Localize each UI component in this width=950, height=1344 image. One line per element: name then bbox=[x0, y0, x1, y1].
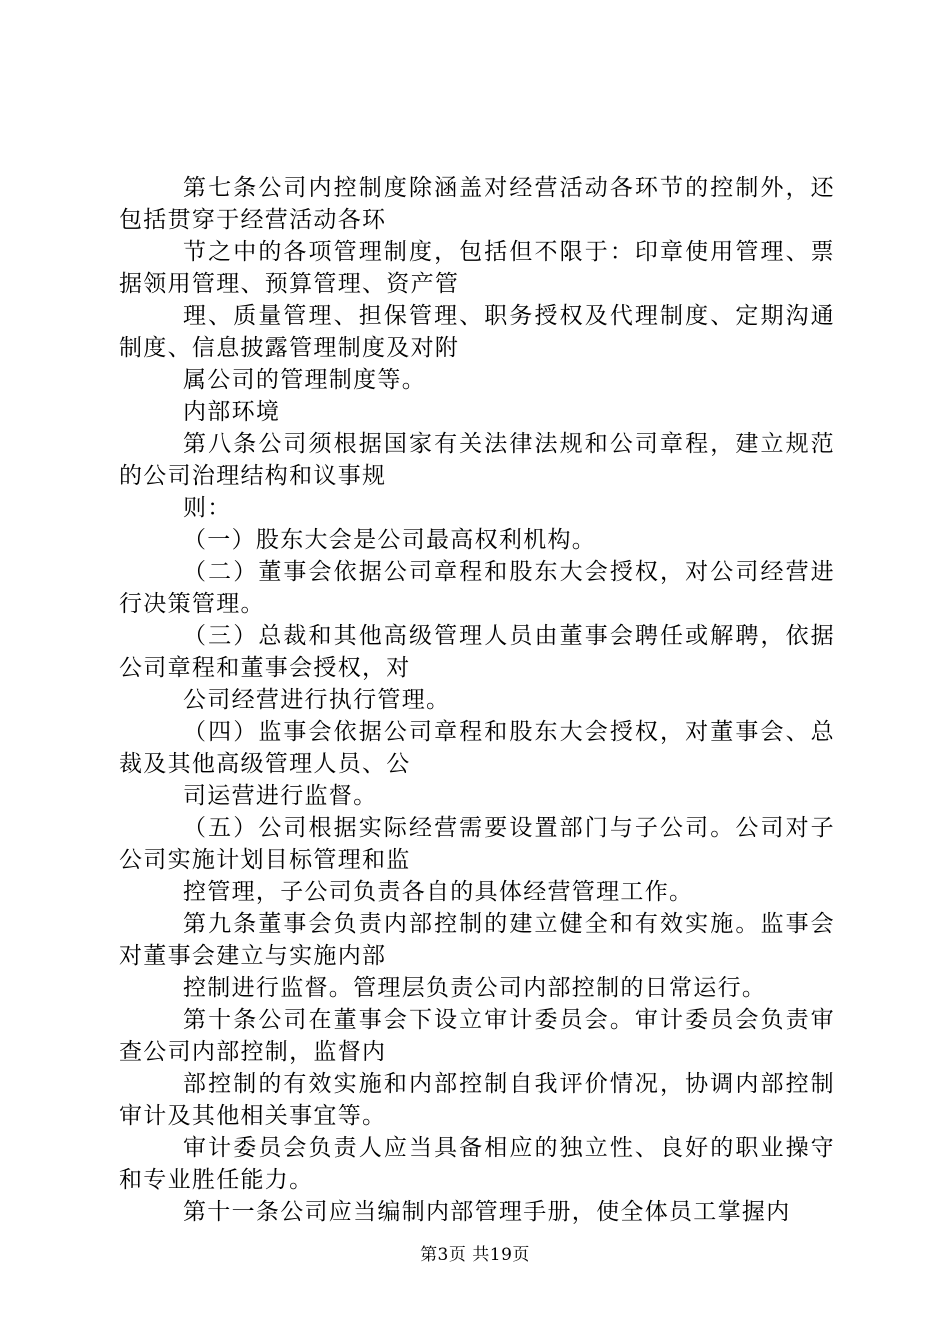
list-item: （二）董事会依据公司章程和股东大会授权，对公司经营进行决策管理。 bbox=[119, 559, 835, 617]
paragraph: 审计委员会负责人应当具备相应的独立性、良好的职业操守和专业胜任能力。 bbox=[119, 1135, 835, 1193]
paragraph: 第十条公司在董事会下设立审计委员会。审计委员会负责审查公司内部控制，监督内 bbox=[119, 1007, 835, 1065]
paragraph: 第七条公司内控制度除涵盖对经营活动各环节的控制外，还包括贯穿于经营活动各环 bbox=[119, 175, 835, 233]
paragraph: 公司经营进行执行管理。 bbox=[183, 687, 451, 713]
list-item: （五）公司根据实际经营需要设置部门与子公司。公司对子公司实施计划目标管理和监 bbox=[119, 815, 835, 873]
list-item: （一）股东大会是公司最高权利机构。 bbox=[183, 527, 597, 553]
list-item: （三）总裁和其他高级管理人员由董事会聘任或解聘，依据公司章程和董事会授权，对 bbox=[119, 623, 835, 681]
document-body bbox=[119, 172, 835, 1228]
paragraph: 理、质量管理、担保管理、职务授权及代理制度、定期沟通制度、信息披露管理制度及对附 bbox=[119, 303, 835, 361]
paragraph: 属公司的管理制度等。 bbox=[183, 367, 426, 393]
paragraph: 部控制的有效实施和内部控制自我评价情况，协调内部控制审计及其他相关事宜等。 bbox=[119, 1071, 835, 1129]
section-heading: 内部环境 bbox=[183, 399, 281, 425]
paragraph: 司运营进行监督。 bbox=[183, 783, 378, 809]
paragraph: 控管理，子公司负责各自的具体经营管理工作。 bbox=[183, 879, 694, 905]
paragraph: 第九条董事会负责内部控制的建立健全和有效实施。监事会对董事会建立与实施内部 bbox=[119, 911, 835, 969]
paragraph: 第八条公司须根据国家有关法律法规和公司章程，建立规范的公司治理结构和议事规 bbox=[119, 431, 835, 489]
paragraph: 第十一条公司应当编制内部管理手册，使全体员工掌握内 bbox=[183, 1199, 791, 1225]
paragraph: 则： bbox=[183, 495, 232, 521]
paragraph: 节之中的各项管理制度，包括但不限于：印章使用管理、票据领用管理、预算管理、资产管 bbox=[119, 239, 835, 297]
list-item: （四）监事会依据公司章程和股东大会授权，对董事会、总裁及其他高级管理人员、公 bbox=[119, 719, 835, 777]
page-footer: 第3页 共19页 bbox=[420, 1245, 530, 1265]
paragraph: 控制进行监督。管理层负责公司内部控制的日常运行。 bbox=[183, 975, 767, 1001]
